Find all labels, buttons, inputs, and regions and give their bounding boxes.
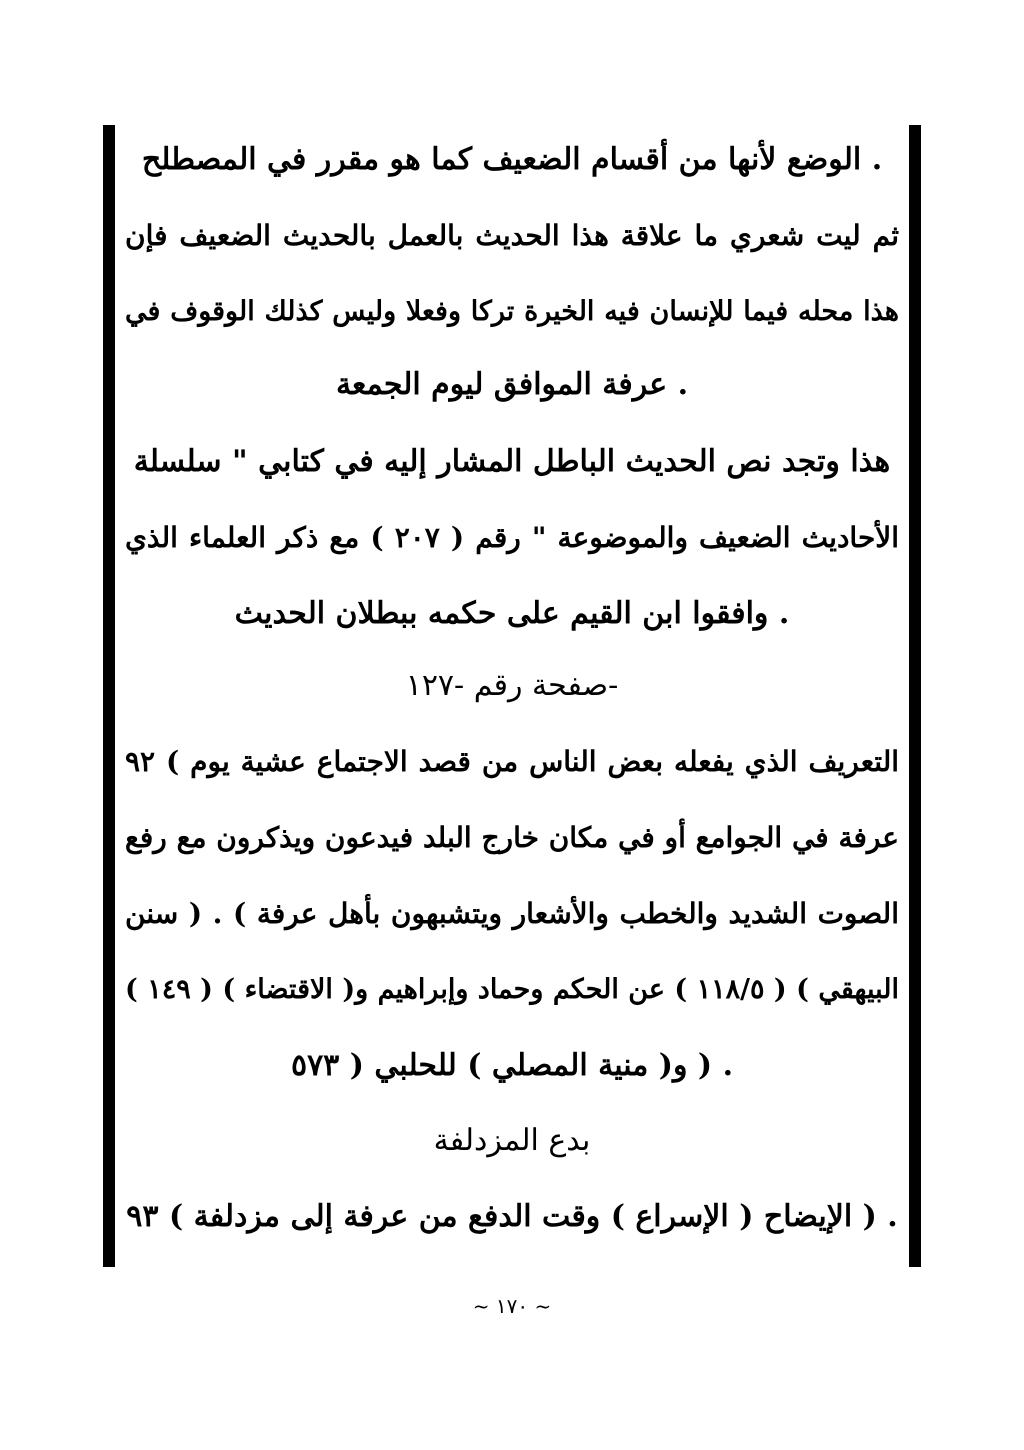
text-line-6: الأحاديث الضعيف والموضوعة " رقم ( ٢٠٧ ) مع ذكر العلماء الذي — [125, 521, 899, 554]
text-line-12: البيهقي ) ( ١١٨/٥ ) عن الحكم وحماد وإبراهيم و( الاقتضاء ) ( ١٤٩ ) — [125, 974, 899, 1005]
text-line-10: عرفة في الجوامع أو في مكان خارج البلد فيدعون ويذكرون مع رفع — [125, 821, 899, 854]
text-line-4: . عرفة الموافق ليوم الجمعة — [335, 367, 689, 402]
text-line-5: هذا وتجد نص الحديث الباطل المشار إليه في كتابي " سلسلة — [133, 444, 891, 479]
page-border-left — [103, 125, 115, 1267]
text-line-7: . وافقوا ابن القيم على حكمه ببطلان الحديث — [234, 596, 790, 631]
text-line-13: . ( و( منية المصلي ) للحلبي ( ٥٧٣ — [290, 1048, 734, 1083]
section-heading: بدع المزدلفة — [433, 1123, 591, 1158]
text-line-15: . ( الإيضاح ( الإسراع ) وقت الدفع من عرفة إلى مزدلفة ) ٩٣ — [126, 1199, 898, 1234]
page-number: ~ ١٧٠ ~ — [472, 1294, 552, 1318]
text-line-1: . الوضع لأنها من أقسام الضعيف كما هو مقرر في المصطلح — [141, 142, 883, 177]
text-line-2: ثم ليت شعري ما علاقة هذا الحديث بالعمل بالحديث الضعيف فإن — [125, 219, 899, 252]
text-line-3: هذا محله فيما للإنسان فيه الخيرة تركا وفعلا وليس كذلك الوقوف في — [125, 296, 899, 327]
text-line-9: التعريف الذي يفعله بعض الناس من قصد الاجتماع عشية يوم ) ٩٢ — [125, 745, 899, 778]
page-reference-heading: -صفحة رقم -١٢٧ — [405, 668, 619, 703]
text-line-11: الصوت الشديد والخطب والأشعار ويتشبهون بأهل عرفة ) . ( سنن — [125, 897, 899, 930]
page-border-right — [909, 125, 921, 1267]
